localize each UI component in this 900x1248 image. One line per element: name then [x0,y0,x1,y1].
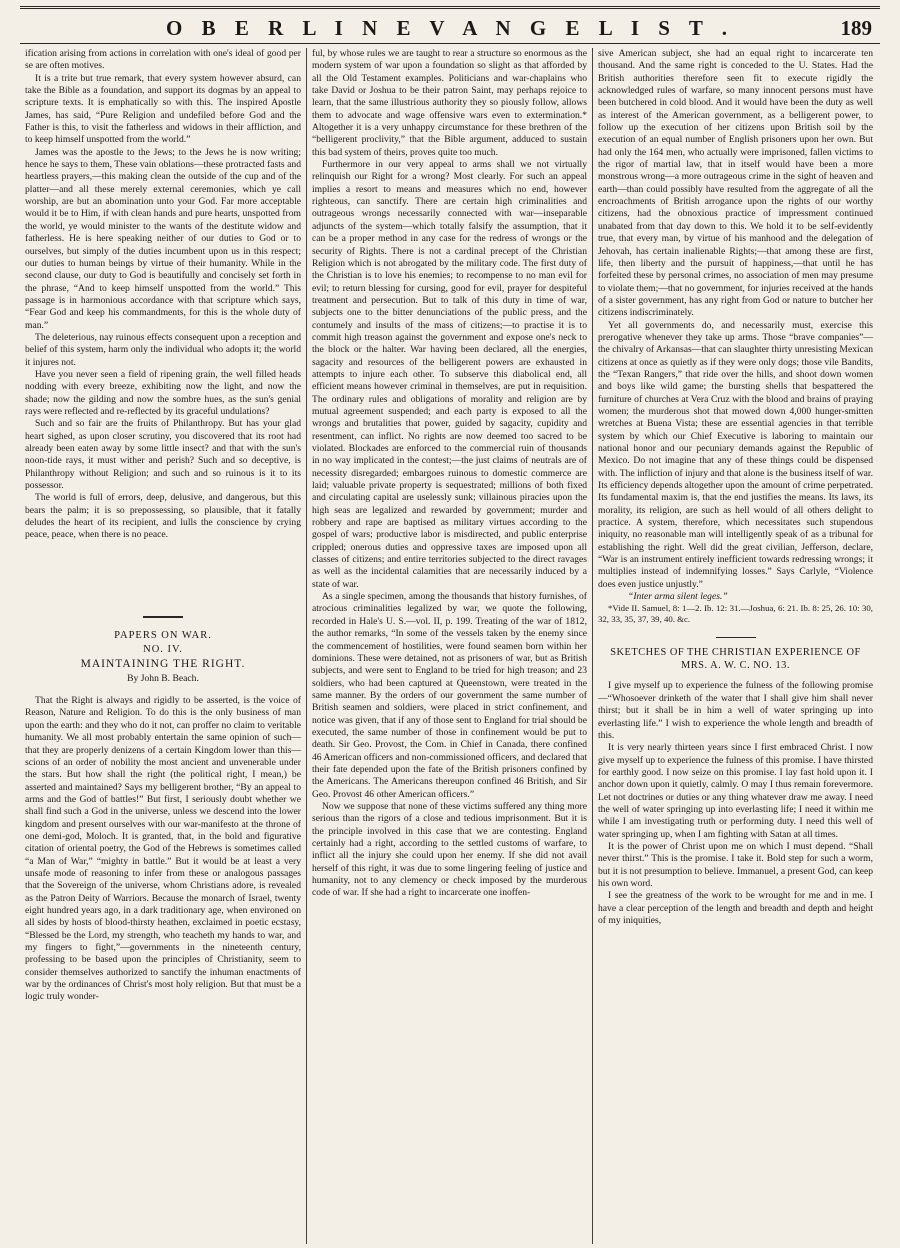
masthead [20,13,880,44]
paragraph: It is very nearly thirteen years since I first embraced Christ. I now give myself up to experience the fulness of this promise. I have thirsted for earthly good. I now seize on this promise. I lay fast hold upon it. I anchor down upon it quietly, calmly. O may I thus remain forevermore. Let not doctrines or duties or any thing whatever draw me away. I need the well of water springing up into everlasting life; I need it within me while I am investigating truth or performing duty. I need this well of water springing up, when I am fighting with Satan at all times. [598,742,873,840]
latin-quote: “Inter arma silent leges.” [628,591,728,603]
paragraph: ification arising from actions in correlation with one's ideal of good per se are often motives. [25,48,301,72]
masthead-title: O B E R L I N E V A N G E L I S T . [166,16,734,40]
paragraph: James was the apostle to the Jews; to the Jews he is now writing; hence he says to them, These vain oblations—these protracted fasts and heartless prayers,—this making clean the outside of the cup and of the platter—and all these merely external ceremonies, which ye call worship, are but an abomination unto your God. Far more acceptable would it be to Him, if with clean hands and pure hearts, unspotted from the world, ye would minister to the wants of the destitute widow and fatherless. He is here speaking neither of our duties to God or to ourselves, but simply of the duties incumbent upon us in this respect; our duties to human beings by virtue of their humanity. While in the second clause, our duty to God is beautifully and concisely set forth in the phrase, “And to keep himself unspotted from the world.” This passage is in harmonious accordance with that scripture which says, “Fear God and keep his commandments, for this is the whole duty of man.” [25,146,301,331]
paragraph: Now we suppose that none of these victims suffered any thing more serious than the rigors of a close and tedious imprisonment. But it is the principle involved in this case that we are contesting. England certainly had a right, according to the settled customs of warfare, to inflict all the injury she could upon her enemy. If she did not avail herself of this right, it was due to some lingering feeling of justice and humanity, not to any clemency or check imposed by the murderous code of war. If she had a right to incarcerate one inoffen- [312,800,587,899]
paragraph: That the Right is always and rigidly to be asserted, is the voice of Reason, Nature and Religion. To do this is the only business of man upon the earth: and they who do it not, can proffer no claim to veritable humanity. We all most probably entertain the same opinion of such—that they are properly denizens of a certain Kingdom lower than this—scions of an order of nobility the most ancient and unvenerable under the stars. But how shall the right (the political right, I mean,) be asserted and maintained? Says my belligerent brother, “By an appeal to arms and the God of battles!” But first, I seriously doubt whether we shall find such a God in the universe, unless we descend into the lower kingdom and present ourselves with our war-manifesto at the throne of one demi-god, Moloch. It is granted, that, in the bold and figurative citation of oriental poetry, the God of the Hebrews is sometimes called “a Man of War,” “mighty in battle.” But it would be at least a very unsafe mode of reasoning to infer from these or analogous passages that the Sovereign of the universe, whom Christians adore, is revealed as the Patron Deity of Warriors. Because the monarch of Israel, twenty eight hundred years ago, in a dark traditionary age, when environed on all sides by hosts of blood-thirsty heathen, exclaimed in poetic ecstasy, “Blessed be the Lord, my strength, who teacheth my hands to war, and my fingers to fight,”—governments in the nineteenth century, professing to be based upon the principles of Christianity, seem to consider themselves authorized to sanctify the inhuman enactments of war by the ordinances of Christ's most holy religion. But that must be a logic truly wonder- [25,695,301,1003]
sketch-title: SKETCHES OF THE CHRISTIAN EXPERIENCE OF MRS. A. W. C. NO. 13. [610,647,861,672]
article-author: By John B. Beach. [127,672,199,684]
paragraph: Have you never seen a field of ripening grain, the well filled heads nodding with every breeze, exhibiting now the light, and now the shade; now the gilding and now the sombre hues, as the sun's genial rays were reflected and re-reflected by its graceful undulations? [25,368,301,417]
columns [20,48,880,1244]
column-left [20,48,306,1244]
paragraph: It is the power of Christ upon me on which I must depend. “Shall never thirst.” This is the promise. I take it. Bold step for such a worm, but it is not presumption to believe. Immanuel, a present God, can keep his own word. [598,840,873,889]
paragraph: It is a trite but true remark, that every system however absurd, can take the Bible as a foundation, and support its dogmas by an appeal to scripture texts. It is emphatically so with this. The inspired Apostle James, has said, “Pure Religion and undefiled before God and the Father is this, to visit the fatherless and widows in their affliction, and to keep himself unspotted from the world.” [25,72,301,146]
paragraph: sive American subject, she had an equal right to incarcerate ten thousand. And the same right is conceded to the U. States. Had the British authorities therefore seen fit to execute rigidly the acknowledged rules of warfare, so many innocent persons must have been butchered in cold blood. And it would have been the duty as well as interest of the American government, as a belligerent power, to follow up the execution of her citizens upon British soil by the execution of an equal number of English prisoners upon her own. But had only the 164 men, who actually were imprisoned, fallen victims to the rigor of martial law, that in itself would have been a more monstrous wrong—a more outrageous crime in the sight of heaven and earth—than could possibly have resulted from the aggregate of all the encroachments of British arrogance upon the rights of our worthy citizens, had the obnoxious practice of impressment continued unabated from that day down to this. We hold it to be self-evidently true, that every man, by virtue of his manhood and the delegation of Jehovah, has certain inalienable Rights;—that among these are first, life, then liberty and the pursuit of happiness,—that until he has forfeited these by personal crimes, no association of men may presume to violate them;—that no government, for injuries received at the hands of a sister government, has any right from God or nature to butcher her citizens indiscriminately. [598,48,873,319]
article-title: MAINTAINING THE RIGHT. [80,658,246,671]
paragraph: The world is full of errors, deep, delusive, and dangerous, but this bears the palm; it is so prepossessing, so plausible, that it fatally deludes the heart of its recipient, and lulls the conscience by crying peace, peace, when there is no peace. [25,492,301,541]
column-middle [306,48,592,1244]
column-right [592,48,878,1244]
paragraph: As a single specimen, among the thousands that history furnishes, of atrocious criminalities legalized by war, we quote the following, recorded in Hale's U. S.—vol. II, p. 199. Treating of the war of 1812, the author remarks, “In some of the vessels taken by the enemy since the commencement of hostilities, were found seamen born within her dominions. These were detained, not as prisoners of war, but as British subjects, and were sent to England to be tried for high treason; and 23 soldiers, who had been captured at Queenstown, were treated in the same manner. By the orders of our government the same number of British seamen and soldiers, were placed in strict confinement, and notice was given, that if any of those sent to England for trial should be executed, the same number of those in confinement would be put to death. Sir Geo. Provost, the Com. in Chief in Canada, there confined 46 American officers and non-commissioned officers, and declared that their fate depended upon the fate of the British prisoners confined by the Americans. The Americans thereupon confined 46 British, and Sir Geo. Provost 46 other American officers.” [312,591,587,800]
paragraph: ful, by whose rules we are taught to rear a structure so enormous as the modern system of war upon a foundation so slight as that afforded by all the Old Testament examples. Politicians and war-chaplains who take David or Joshua to be their patron Saint, may perhaps rejoice to learn, that the same illustrious authority they so piously follow, allows them to advocate and wage offensive wars even to extermination.* Altogether it is a very unhappy circumstance for these brethren of the “belligerent proclivity,” that the Bible argument, adduced to sustain this bad system of theirs, proves quite too much. [312,48,587,158]
section-number: NO. IV. [143,644,183,656]
paragraph: Such and so fair are the fruits of Philanthropy. But has your glad heart sighed, as upon closer scrutiny, you discovered that its root had already been eaten away by some little insect? and that with the sun's noon-tide rays, it must wither and perish? Such and so deceptive, is Philanthropy without Religion; and such and so ruinous is it to its possessor. [25,418,301,492]
paragraph: I give myself up to experience the fulness of the following promise—“Whosoever drinketh of the water that I shall give him shall never thirst; but it shall be in him a well of water springing up into everlasting life.” I wish to experience the whole length and breadth of this. [598,680,873,741]
paragraph: Furthermore in our very appeal to arms shall we not virtually relinquish our Right for a wrong? Most clearly. For such an appeal implies a resort to means and measures which no end, however righteous, can sanctify. There are certain high criminalities and outrageous wrongs necessarily connected with war—inseparable adjuncts of the system—which totally falsify the assumption, that it can be a proper method in any case for the redress of wrongs or the security of Rights. There is not a cardinal precept of the Christian Religion which is not abrogated by the military code. The first duty of the Christian is to love his enemies; to recompense to no man evil for evil; to return blessing for cursing, good for evil, prayer for despiteful treatment and persecution. But to talk of this duty in time of war, subjects one to the bitter denunciations of the public press, and the contumely and insults of the mass of citizens;—to practise it is to commit high treason against the government and expose one's neck to the block or the halter. War having been declared, all the energies, sagacity and resources of the belligerent powers are exhausted in attempts to injure each other. To subserve this diabolical end, all efficient means however criminal in themselves, are put in requisition. The ordinary rules and obligations of morality and religion are by mutual agreement suspended; and each party is exposed to all the wrongs and brutalities that power, guided by sagacity, cupidity and resentment, can inflict. No rights are now deemed too sacred to be violated. Blockades are enforced to the commercial ruin of thousands in no way implicated in the contest;—the just claims of neutrals are of necessity disregarded; embargoes ruinous to domestic commerce are laid; valuable private property is sequestrated; millions of both fixed and circulating capital are uselessly sunk; villainous piracies upon the high seas are legalized and rewarded by government; murder and robbery and rape are baptised as military virtues according to the gospel of wars; productive labor is misdirected, and public enterprise crippled; onerous duties and oppressive taxes are imposed upon all classes of citizens; and entire territories subjected to the direct ravages as well as the incidental calamities that are necessarily induced by a state of war. [312,159,587,590]
spacer [25,542,301,602]
section-divider [716,637,756,638]
paragraph: Yet all governments do, and necessarily must, exercise this prerogative whenever they take up arms. Those “brave companies”—the chivalry of Arkansas—that can slaughter thirty unresisting Mexican citizens at once as quietly as if they were only dogs; those vile Bandits, the “Texan Rangers,” that ride over the hills, and shoot down women and boys like wild game; the bursting shells that bespattered the furniture of churches at Vera Cruz with the blood and brains of praying women; the murderous shot that mowed down 4,000 hunger-smitten wretches at Buena Vista; these are essential agencies in that terrible system by which our Chief Executive is laboring to maintain our national honor and our pecuniary demands against the Republic of Mexico. Do not imagine that any of these things could be dispensed with. The infliction of injury and that alone is the business itself of war. Its efficiency depends altogether upon the amount of crime perpetrated. Its fundamental maxim is, that the end justifies the means. Its laws, its morality, its religion, are such as hell would of all others delight to practice. A system, therefore, which necessitates such stupendous iniquity, no reasonable man will intelligently speak of as a tribunal for establishing the right. Well did the great civilian, Jefferson, declare, “War is an instrument entirely inefficient towards redressing wrongs; it multiplies instead of indemnifying losses.” Says Carlyle, “Violence does even justice unjustly.” [598,319,873,590]
paragraph: I see the greatness of the work to be wrought for me and in me. I have a clear perception of the length and breadth and depth and height of my iniquities, [598,890,873,926]
top-rule [20,6,880,9]
paragraph: The deleterious, nay ruinous effects consequent upon a reception and belief of this system, harm only the individual who adopts it; the world it injures not. [25,331,301,368]
section-heading: PAPERS ON WAR. [114,629,212,641]
page-number: 189 [840,16,872,40]
section-divider [143,616,183,618]
footnote: *Vide II. Samuel, 8: 1—2. Ib. 12: 31.—Joshua, 6: 21. Ib. 8: 25, 26. 10: 30, 32, 33, 35, 37, 39, 40. &c. [598,603,873,625]
